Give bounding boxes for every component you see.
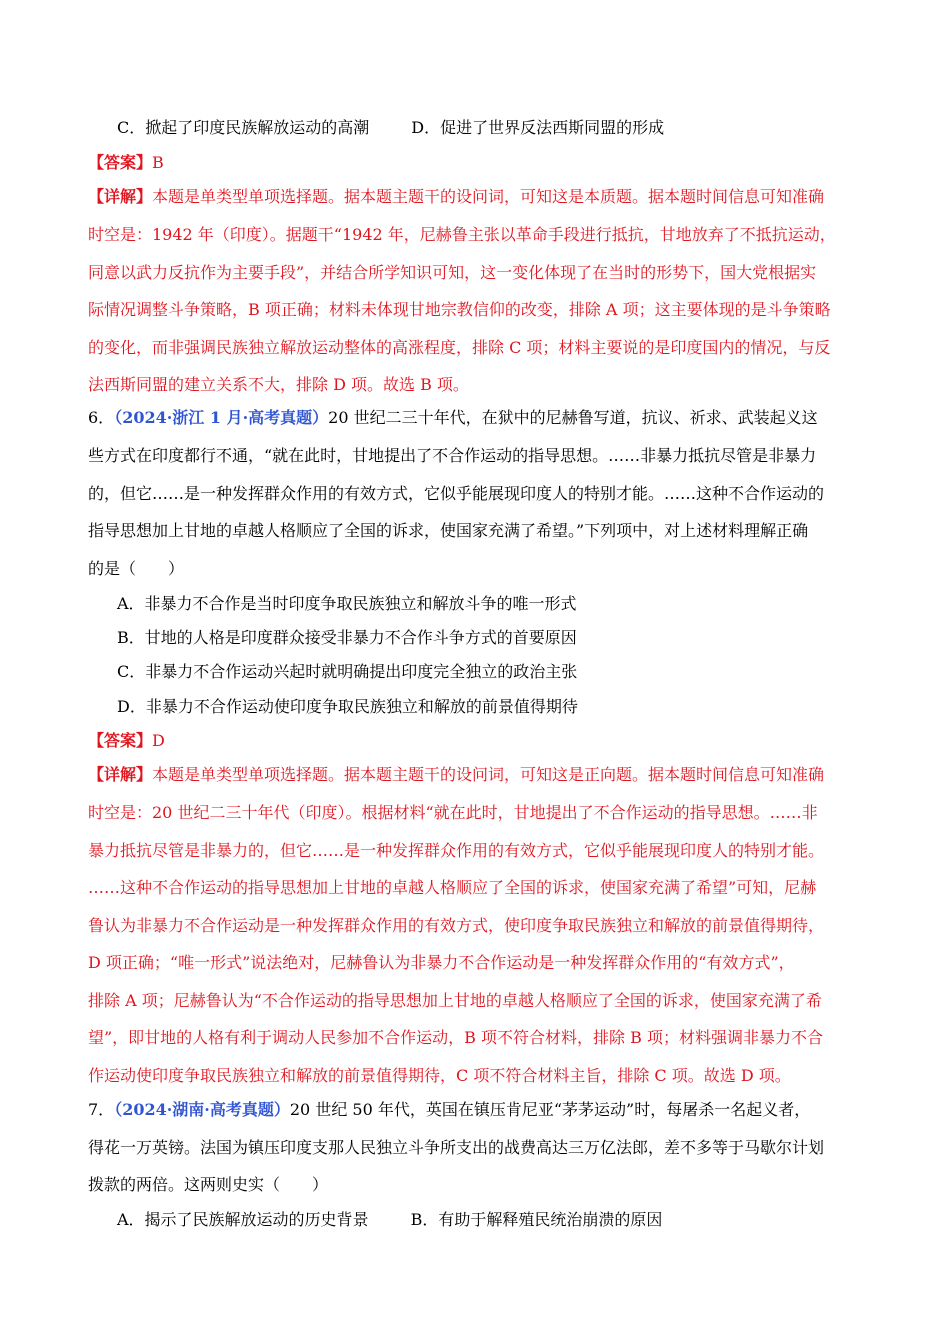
- q7-stem-line: 拨款的两倍。这两则史实（ ）: [88, 1175, 329, 1194]
- q6-detail-line: 作运动使印度争取民族独立和解放的前景值得期待，C 项不符合材料主旨，排除 C 项。故选 D 项。: [88, 1066, 791, 1085]
- q5-options-cd: [117, 118, 664, 138]
- q6-detail-line: D 项正确；“唯一形式”说法绝对，尼赫鲁认为非暴力不合作运动是一种发挥群众作用的“有效方式”，: [88, 953, 795, 972]
- q7-option-b: B．有助于解释殖民统治崩溃的原因: [410, 1210, 663, 1229]
- q7-source: （2024·湖南·高考真题）: [114, 1100, 290, 1119]
- q6-stem-line: 的是（ ）: [88, 559, 185, 578]
- q6-answer: [88, 731, 165, 751]
- q7-option-a: A．揭示了民族解放运动的历史背景: [117, 1210, 369, 1229]
- q7-stem-line: 得花一万英镑。法国为镇压印度支那人民独立斗争所支出的战费高达三万亿法郎，差不多等于马歇尔计划: [88, 1138, 825, 1157]
- q7-options-ab: [117, 1210, 662, 1230]
- q6-stem-line: 的，但它……是一种发挥群众作用的有效方式，它似乎能展现印度人的特别才能。……这种不合作运动的: [88, 484, 825, 503]
- q6-stem-line: 指导思想加上甘地的卓越人格顺应了全国的诉求，使国家充满了希望。”下列项中，对上述材料理解正确: [88, 521, 809, 540]
- q6-detail-line: 排除 A 项；尼赫鲁认为“不合作运动的指导思想加上甘地的卓越人格顺应了全国的诉求，使国家充满了希: [88, 991, 822, 1010]
- q5-detail-line: 际情况调整斗争策略，B 项正确；材料未体现甘地宗教信仰的改变，排除 A 项；这主要体现的是斗争策略: [88, 300, 831, 319]
- q6-detail-line: 鲁认为非暴力不合作运动是一种发挥群众作用的有效方式，使印度争取民族独立和解放的前景值得期待，: [88, 916, 825, 935]
- q6-detail-line: 暴力抵抗尽管是非暴力的，但它……是一种发挥群众作用的有效方式，它似乎能展现印度人的特别才能。: [88, 841, 825, 860]
- q6-source: （2024·浙江 1 月·高考真题）: [114, 408, 329, 427]
- q6-detail-line: ……这种不合作运动的指导思想加上甘地的卓越人格顺应了全国的诉求，使国家充满了希望”可知，尼赫: [88, 878, 817, 897]
- q7-number: 7．: [88, 1100, 115, 1119]
- q7-stem-text: 20 世纪 50 年代，英国在镇压肯尼亚“茅茅运动”时，每屠杀一名起义者，: [289, 1100, 811, 1119]
- q5-detail-line: 的变化，而非强调民族独立解放运动整体的高涨程度，排除 C 项；材料主要说的是印度国内的情况，与反: [88, 338, 831, 357]
- q5-detail-text: 本题是单类型单项选择题。据本题主题干的设问词，可知这是本质题。据本题时间信息可知准确: [152, 187, 825, 206]
- q6-stem-line: [88, 408, 818, 428]
- q6-detail-text: 本题是单类型单项选择题。据本题主题干的设问词，可知这是正向题。据本题时间信息可知准确: [152, 765, 825, 784]
- q6-answer-tag: 【答案】: [88, 731, 153, 750]
- q6-option-a: A．非暴力不合作是当时印度争取民族独立和解放斗争的唯一形式: [117, 594, 577, 613]
- q5-answer: [88, 153, 164, 173]
- q5-option-c: C．掀起了印度民族解放运动的高潮: [117, 118, 370, 137]
- q5-detail-line: 同意以武力反抗作为主要手段”，并结合所学知识可知，这一变化体现了在当时的形势下，国大党根据实: [88, 263, 817, 282]
- q6-stem-line: 些方式在印度都行不通，“就在此时，甘地提出了不合作运动的指导思想。……非暴力抵抗尽管是非暴力: [88, 446, 817, 465]
- q6-detail-tag: 【详解】: [88, 765, 153, 784]
- q6-detail-line: 时空是：20 世纪二三十年代（印度）。根据材料“就在此时，甘地提出了不合作运动的指导思想。……非: [88, 803, 818, 822]
- q5-option-d: D．促进了世界反法西斯同盟的形成: [411, 118, 665, 137]
- q5-detail-line: 时空是：1942 年（印度）。据题干“1942 年，尼赫鲁主张以革命手段进行抵抗，甘地放弃了不抵抗运动，: [88, 225, 836, 244]
- q5-answer-value: B: [152, 153, 164, 172]
- q6-detail-line: [88, 765, 824, 785]
- q6-option-b: B．甘地的人格是印度群众接受非暴力不合作斗争方式的首要原因: [117, 628, 577, 647]
- q7-stem-line: [88, 1100, 810, 1120]
- q6-answer-value: D: [152, 731, 165, 750]
- q5-detail-tag: 【详解】: [88, 187, 153, 206]
- q6-number: 6．: [88, 408, 115, 427]
- q6-detail-line: 望”，即甘地的人格有利于调动人民参加不合作运动，B 项不符合材料，排除 B 项；材料强调非暴力不合: [88, 1028, 823, 1047]
- q5-detail-line: [88, 187, 824, 207]
- q5-detail-line: 法西斯同盟的建立关系不大，排除 D 项。故选 B 项。: [88, 375, 469, 394]
- q6-option-c: C．非暴力不合作运动兴起时就明确提出印度完全独立的政治主张: [117, 662, 578, 681]
- q6-option-d: D．非暴力不合作运动使印度争取民族独立和解放的前景值得期待: [117, 697, 578, 716]
- q6-stem-text: 20 世纪二三十年代，在狱中的尼赫鲁写道，抗议、祈求、武装起义这: [328, 408, 818, 427]
- q5-answer-tag: 【答案】: [88, 153, 153, 172]
